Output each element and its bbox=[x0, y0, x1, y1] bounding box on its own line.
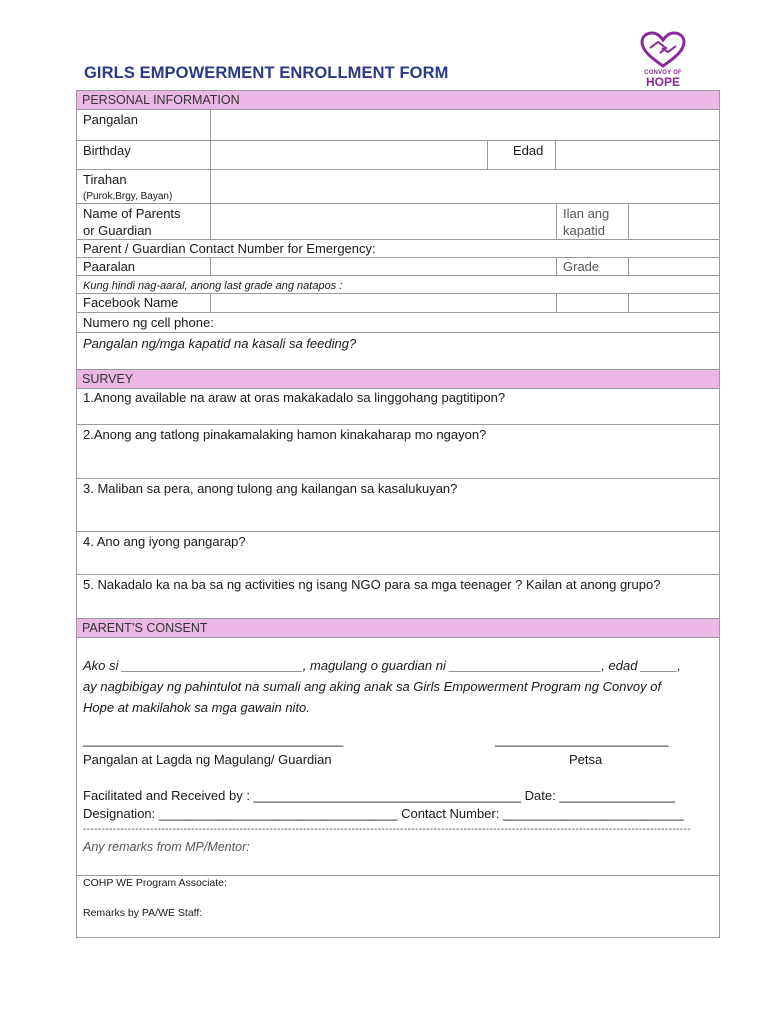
siblings-feeding-label: Pangalan ng/mga kapatid na kasali sa feeding? bbox=[83, 336, 357, 351]
row-cellphone bbox=[77, 313, 719, 333]
edad-label: Edad bbox=[513, 143, 544, 158]
consent-line-2: ay nagbibigay ng pahintulot na sumali ang aking anak sa Girls Empowerment Program ng Convoy of bbox=[83, 679, 662, 694]
survey-question-4[interactable] bbox=[77, 532, 719, 575]
section-title: SURVEY bbox=[82, 372, 134, 386]
row-last-grade bbox=[77, 276, 719, 294]
parents-field[interactable] bbox=[211, 204, 556, 239]
facebook-label: Facebook Name bbox=[83, 295, 179, 310]
question-text: 3. Maliban sa pera, anong tulong ang kailangan sa kasalukuyan? bbox=[83, 481, 458, 496]
grade-label: Grade bbox=[563, 259, 600, 274]
date-line[interactable]: ________________________ bbox=[495, 732, 669, 747]
kapatid-label-line2: kapatid bbox=[563, 223, 605, 238]
convoy-of-hope-logo bbox=[636, 30, 690, 88]
enrollment-form bbox=[76, 90, 720, 938]
parents-label-line1: Name of Parents bbox=[83, 206, 181, 221]
divider-dashes: ------------------------------------------------------------------------------------------------------------------------------------------------------------------- bbox=[83, 824, 692, 835]
tirahan-label: Tirahan bbox=[83, 172, 127, 187]
paaralan-field[interactable] bbox=[211, 258, 556, 275]
section-personal-information bbox=[77, 91, 719, 110]
section-title: PERSONAL INFORMATION bbox=[82, 93, 240, 107]
birthday-field[interactable] bbox=[211, 141, 487, 169]
row-emergency-contact bbox=[77, 240, 719, 258]
consent-line-1[interactable]: Ako si _________________________, magulang o guardian ni _____________________, edad _____, bbox=[83, 658, 681, 673]
kapatid-field[interactable] bbox=[629, 204, 719, 239]
last-grade-label: Kung hindi nag-aaral, anong last grade ang natapos : bbox=[83, 280, 343, 292]
emergency-contact-label: Parent / Guardian Contact Number for Emergency: bbox=[83, 241, 376, 256]
form-title: GIRLS EMPOWERMENT ENROLLMENT FORM bbox=[84, 64, 449, 82]
row-pangalan bbox=[77, 110, 719, 141]
section-survey bbox=[77, 370, 719, 389]
tirahan-field[interactable] bbox=[211, 170, 719, 203]
designation-line[interactable]: Designation: _________________________________ Contact Number: _________________________ bbox=[83, 806, 684, 821]
row-siblings-feeding bbox=[77, 333, 719, 370]
section-parents-consent bbox=[77, 619, 719, 638]
survey-question-1[interactable] bbox=[77, 389, 719, 425]
facilitated-line[interactable]: Facilitated and Received by : _____________________________________ Date: ________________ bbox=[83, 788, 676, 803]
facebook-field[interactable] bbox=[211, 294, 556, 312]
date-label: Petsa bbox=[569, 752, 603, 767]
logo-text-bottom: HOPE bbox=[645, 75, 680, 89]
survey-question-5[interactable] bbox=[77, 575, 719, 619]
tirahan-note: (Purok,Brgy, Bayan) bbox=[83, 191, 173, 202]
signature-label: Pangalan at Lagda ng Magulang/ Guardian bbox=[83, 752, 332, 767]
paaralan-label: Paaralan bbox=[83, 259, 136, 274]
kapatid-label-line1: Ilan ang bbox=[563, 206, 610, 221]
parents-label-line2: or Guardian bbox=[83, 223, 152, 238]
staff-remarks-block bbox=[77, 876, 719, 937]
section-title: PARENT’S CONSENT bbox=[82, 621, 208, 635]
mentor-remarks-label: Any remarks from MP/Mentor: bbox=[83, 840, 250, 854]
pangalan-label: Pangalan bbox=[83, 112, 138, 127]
edad-field[interactable] bbox=[556, 141, 719, 169]
associate-label: COHP WE Program Associate: bbox=[83, 877, 227, 889]
survey-question-2[interactable] bbox=[77, 425, 719, 479]
staff-remarks-label: Remarks by PA/WE Staff: bbox=[83, 907, 203, 919]
question-text: 2.Anong ang tatlong pinakamalaking hamon kinakaharap mo ngayon? bbox=[83, 427, 487, 442]
question-text: 1.Anong available na araw at oras makakadalo sa linggohang pagtitipon? bbox=[83, 390, 506, 405]
grade-field[interactable] bbox=[629, 258, 719, 275]
signature-line[interactable]: ____________________________________ bbox=[83, 732, 344, 747]
consent-block bbox=[77, 638, 719, 876]
cellphone-label: Numero ng cell phone: bbox=[83, 315, 214, 330]
birthday-label: Birthday bbox=[83, 143, 131, 158]
survey-question-3[interactable] bbox=[77, 479, 719, 532]
row-paaralan bbox=[77, 258, 719, 276]
row-parents bbox=[77, 204, 719, 240]
pangalan-field[interactable] bbox=[211, 110, 719, 140]
row-tirahan bbox=[77, 170, 719, 204]
row-birthday bbox=[77, 141, 719, 170]
question-text: 4. Ano ang iyong pangarap? bbox=[83, 534, 246, 549]
question-text: 5. Nakadalo ka na ba sa ng activities ng isang NGO para sa mga teenager ? Kailan at anong grupo? bbox=[83, 577, 661, 592]
row-facebook bbox=[77, 294, 719, 313]
logo-text-top: CONVOY OF bbox=[644, 70, 682, 76]
heart-hands-icon bbox=[636, 30, 690, 70]
consent-line-3: Hope at makilahok sa mga gawain nito. bbox=[83, 700, 310, 715]
